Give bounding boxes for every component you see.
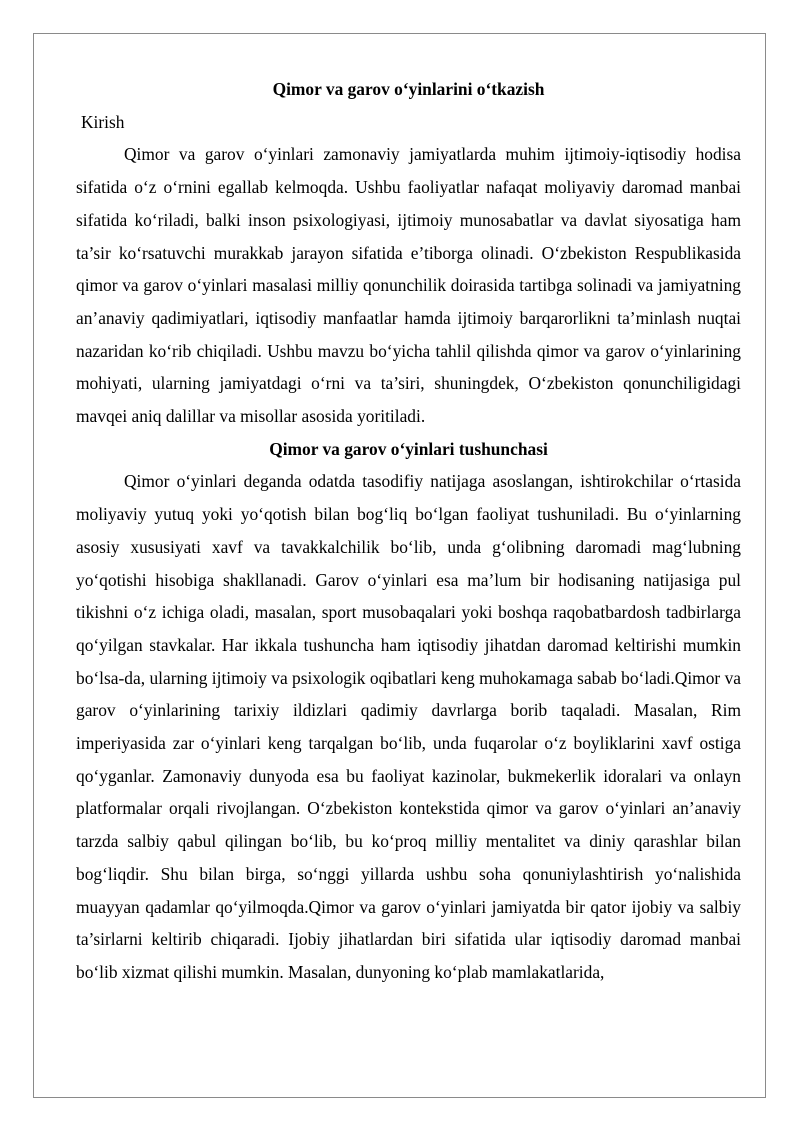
document-body [76,73,741,989]
section-heading: Qimor va garov o‘yinlari tushunchasi [269,438,548,459]
intro-paragraph: Qimor va garov o‘yinlari zamonaviy jamiyatlarda muhim ijtimoiy-iqtisodiy hodisa sifatida o‘z o‘rnini egallab kelmoqda. Ushbu faoliyatlar nafaqat moliyaviy daromad manbai sifatida ko‘riladi, balki inson psixologiyasi, ijtimoiy munosabatlar va davlat siyosatiga ham ta’sir ko‘rsatuvchi murakkab jarayon sifatida e’tiborga olinadi. O‘zbekiston Respublikasida qimor va garov o‘yinlari masalasi milliy qonunchilik doirasida tartibga solinadi va jamiyatning an’anaviy qadimiyatlari, iqtisodiy manfaatlar hamda ijtimoiy barqarorlikni ta’minlash nuqtai nazaridan ko‘rib chiqiladi. Ushbu mavzu bo‘yicha tahlil qilishda qimor va garov o‘yinlarining mohiyati, ularning jamiyatdagi o‘rni va ta’siri, shuningdek, O‘zbekiston qonunchiligidagi mavqei aniq dalillar va misollar asosida yoritiladi. [76,144,741,427]
document-title: Qimor va garov o‘yinlarini o‘tkazish [272,79,545,99]
section-paragraph: Qimor o‘yinlari deganda odatda tasodifiy natijaga asoslangan, ishtirokchilar o‘rtasida moliyaviy yutuq yoki yo‘qotish bilan bog‘liq bo‘lgan faoliyat tushuniladi. Bu o‘yinlarning asosiy xususiyati xavf va tavakkalchilik bo‘lib, unda g‘olibning daromadi mag‘lubning yo‘qotishi hisobiga shakllanadi. Garov o‘yinlari esa ma’lum bir hodisaning natijasiga pul tikishni o‘z ichiga oladi, masalan, sport musobaqalari yoki boshqa raqobatbardosh tadbirlarga qo‘yilgan stavkalar. Har ikkala tushuncha ham iqtisodiy jihatdan daromad keltirishi mumkin bo‘lsa-da, ularning ijtimoiy va psixologik oqibatlari keng muhokamaga sabab bo‘ladi.Qimor va garov o‘yinlarining tarixiy ildizlari qadimiy davrlarga borib taqaladi. Masalan, Rim imperiyasida zar o‘yinlari keng tarqalgan bo‘lib, unda fuqarolar o‘z boyliklarini xavf ostiga qo‘yganlar. Zamonaviy dunyoda esa bu faoliyat kazinolar, bukmekerlik idoralari va onlayn platformalar orqali rivojlangan. O‘zbekiston kontekstida qimor va garov o‘yinlari an’anaviy tarzda salbiy qabul qilingan bo‘lib, bu ko‘proq milliy mentalitet va diniy qarashlar bilan bog‘liqdir. Shu bilan birga, so‘nggi yillarda ushbu soha qonuniylashtirish yo‘nalishida muayyan qadamlar qo‘yilmoqda.Qimor va garov o‘yinlari jamiyatda bir qator ijobiy va salbiy ta’sirlarni keltirib chiqaradi. Ijobiy jihatlardan biri sifatida ular iqtisodiy daromad manbai bo‘lib xizmat qilishi mumkin. Masalan, dunyoning ko‘plab mamlakatlarida, [76,471,741,982]
intro-label: Kirish [81,111,125,132]
